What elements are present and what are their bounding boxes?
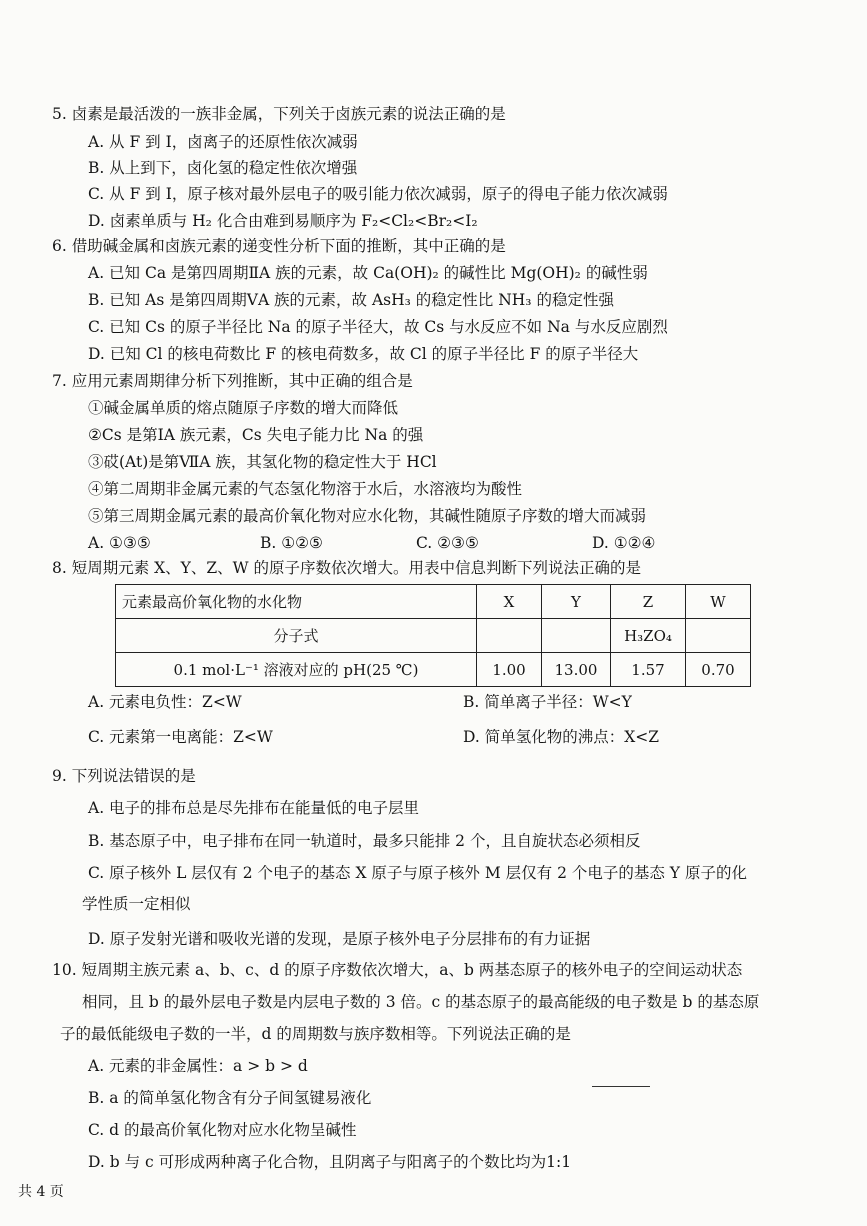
q8-data-table [115,584,751,687]
q10-stem-line-3: 子的最低能级电子数的一半，d 的周期数与族序数相等。下列说法正确的是 [60,1025,571,1043]
q6-stem: 6. 借助碱金属和卤族元素的递变性分析下面的推断，其中正确的是 [52,237,506,255]
table-cell [686,619,751,653]
q7-stem: 7. 应用元素周期律分析下列推断，其中正确的组合是 [52,372,413,390]
table-cell: 13.00 [542,653,611,687]
q5-stem: 5. 卤素是最活泼的一族非金属，下列关于卤族元素的说法正确的是 [52,105,506,123]
q9-option-d: D. 原子发射光谱和吸收光谱的发现，是原子核外电子分层排布的有力证据 [88,930,591,948]
q5-option-b: B. 从上到下，卤化氢的稳定性依次增强 [88,159,358,177]
q10-stem-line-2: 相同，且 b 的最外层电子数是内层电子数的 3 倍。c 的基态原子的最高能级的电子数是 b 的基态原 [82,993,760,1011]
q6-option-a: A. 已知 Ca 是第四周期ⅡA 族的元素，故 Ca(OH)₂ 的碱性比 Mg(OH)₂ 的碱性弱 [88,264,648,282]
q8-option-d: D. 简单氢化物的沸点：X<Z [463,728,660,746]
q9-option-a: A. 电子的排布总是尽先排布在能量低的电子层里 [88,799,420,817]
q9-option-c: C. 原子核外 L 层仅有 2 个电子的基态 X 原子与原子核外 M 层仅有 2 个电子的基态 Y 原子的化 [88,864,747,882]
stray-mark [592,1086,650,1087]
q7-option-d: D. ①②④ [592,534,656,552]
table-cell: H₃ZO₄ [611,619,686,653]
q7-claim-3: ③砹(At)是第ⅦA 族，其氢化物的稳定性大于 HCl [88,453,437,471]
table-cell [542,619,611,653]
q10-option-d: D. b 与 c 可形成两种离子化合物，且阴离子与阳离子的个数比均为1:1 [88,1153,572,1171]
q7-claim-2: ②Cs 是第ⅠA 族元素，Cs 失电子能力比 Na 的强 [88,426,424,444]
table-cell: 1.00 [477,653,542,687]
q10-option-c: C. d 的最高价氧化物对应水化物呈碱性 [88,1121,357,1139]
table-header-cell: Z [611,585,686,619]
q6-option-c: C. 已知 Cs 的原子半径比 Na 的原子半径大，故 Cs 与水反应不如 Na 与水反应剧烈 [88,318,668,336]
table-header-row [116,585,751,619]
q8-option-b: B. 简单离子半径：W<Y [463,693,632,711]
q5-option-a: A. 从 F 到 I，卤离子的还原性依次减弱 [88,133,358,151]
table-cell: 0.1 mol·L⁻¹ 溶液对应的 pH(25 ℃) [116,653,477,687]
q10-stem-line-1: 10. 短周期主族元素 a、b、c、d 的原子序数依次增大，a、b 两基态原子的核外电子的空间运动状态 [52,961,743,979]
q7-option-a: A. ①③⑤ [88,534,151,552]
q7-option-b: B. ①②⑤ [260,534,323,552]
q7-claim-4: ④第二周期非金属元素的气态氢化物溶于水后，水溶液均为酸性 [88,480,523,498]
page-footer: 共 4 页 [18,1184,64,1200]
q9-option-c-continued: 学性质一定相似 [82,895,191,913]
table-cell: 1.57 [611,653,686,687]
table-cell [477,619,542,653]
q9-option-b: B. 基态原子中，电子排布在同一轨道时，最多只能排 2 个，且自旋状态必须相反 [88,832,641,850]
q5-option-d: D. 卤素单质与 H₂ 化合由难到易顺序为 F₂<Cl₂<Br₂<I₂ [88,212,478,230]
table-cell: 分子式 [116,619,477,653]
table-cell: 0.70 [686,653,751,687]
table-row [116,653,751,687]
table-row [116,619,751,653]
q10-option-b: B. a 的简单氢化物含有分子间氢键易液化 [88,1089,372,1107]
q8-stem: 8. 短周期元素 X、Y、Z、W 的原子序数依次增大。用表中信息判断下列说法正确的是 [52,559,642,577]
table-header-cell: W [686,585,751,619]
q8-option-a: A. 元素电负性：Z<W [88,693,242,711]
table-header-cell: 元素最高价氧化物的水化物 [116,585,477,619]
table-header-cell: X [477,585,542,619]
q7-claim-5: ⑤第三周期金属元素的最高价氧化物对应水化物，其碱性随原子序数的增大而减弱 [88,507,647,525]
q8-option-c: C. 元素第一电离能：Z<W [88,728,273,746]
q6-option-b: B. 已知 As 是第四周期ⅤA 族的元素，故 AsH₃ 的稳定性比 NH₃ 的稳定性强 [88,291,614,309]
q7-option-c: C. ②③⑤ [416,534,479,552]
q9-stem: 9. 下列说法错误的是 [52,767,196,785]
q7-claim-1: ①碱金属单质的熔点随原子序数的增大而降低 [88,399,399,417]
table-header-cell: Y [542,585,611,619]
q10-option-a: A. 元素的非金属性：a > b > d [88,1057,308,1075]
q6-option-d: D. 已知 Cl 的核电荷数比 F 的核电荷数多，故 Cl 的原子半径比 F 的原子半径大 [88,345,639,363]
q5-option-c: C. 从 F 到 I，原子核对最外层电子的吸引能力依次减弱，原子的得电子能力依次减弱 [88,185,668,203]
